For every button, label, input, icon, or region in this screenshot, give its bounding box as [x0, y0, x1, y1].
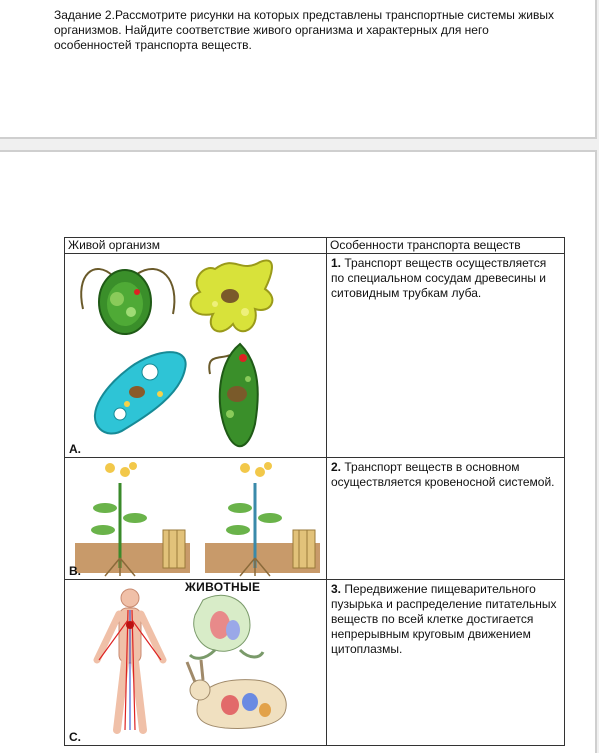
table-row — [65, 580, 565, 746]
rabbit-circulation-image — [187, 660, 286, 728]
feature-cell — [327, 580, 565, 746]
feature-cell — [327, 254, 565, 458]
paramecium-image — [95, 352, 186, 433]
header-organism: Живой организм — [65, 238, 327, 254]
feature-number: 1. — [331, 256, 342, 270]
table-header-row — [65, 238, 565, 254]
animals-title: ЖИВОТНЫЕ — [185, 580, 261, 594]
table-card — [0, 150, 597, 753]
frog-circulation-image — [190, 595, 263, 658]
feature-number: 2. — [331, 460, 342, 474]
row-letter: С. — [69, 730, 81, 744]
feature-text: Транспорт веществ в основном осуществляется кровеносной системой. — [331, 460, 555, 489]
image-cell-a — [65, 254, 327, 458]
amoeba-image — [191, 260, 273, 331]
row-letter: А. — [69, 442, 81, 456]
task-card — [0, 0, 597, 139]
euglena-image — [209, 344, 258, 446]
feature-cell — [327, 458, 565, 580]
image-cell-b — [65, 458, 327, 580]
human-circulation-image — [97, 589, 163, 730]
header-transport: Особенности транспорта веществ — [327, 238, 565, 254]
feature-text: Передвижение пищеварительного пузырька и распределение питательных веществ по всей клетке достигается непрерывным круговым движением цитоплазмы. — [331, 582, 557, 656]
plant-xylem-image — [205, 462, 320, 576]
row-letter: В. — [69, 564, 81, 578]
table-row — [65, 458, 565, 580]
animals-illustration — [65, 580, 327, 746]
table-row — [65, 254, 565, 458]
feature-number: 3. — [331, 582, 342, 596]
plant-phloem-image — [75, 462, 190, 576]
image-cell-c — [65, 580, 327, 746]
feature-text: Транспорт веществ осуществляется по специальном сосудам древесины и ситовидным трубкам луба. — [331, 256, 547, 300]
plants-illustration — [65, 458, 327, 580]
matching-table — [64, 237, 565, 746]
protists-illustration — [65, 254, 327, 458]
task-text: Задание 2.Рассмотрите рисунки на которых представлены транспортные системы живых организмов. Найдите соответствие живого организма и характерных для него особенностей транспорта веществ. — [54, 8, 554, 52]
chlamydomonas-image — [81, 269, 174, 334]
